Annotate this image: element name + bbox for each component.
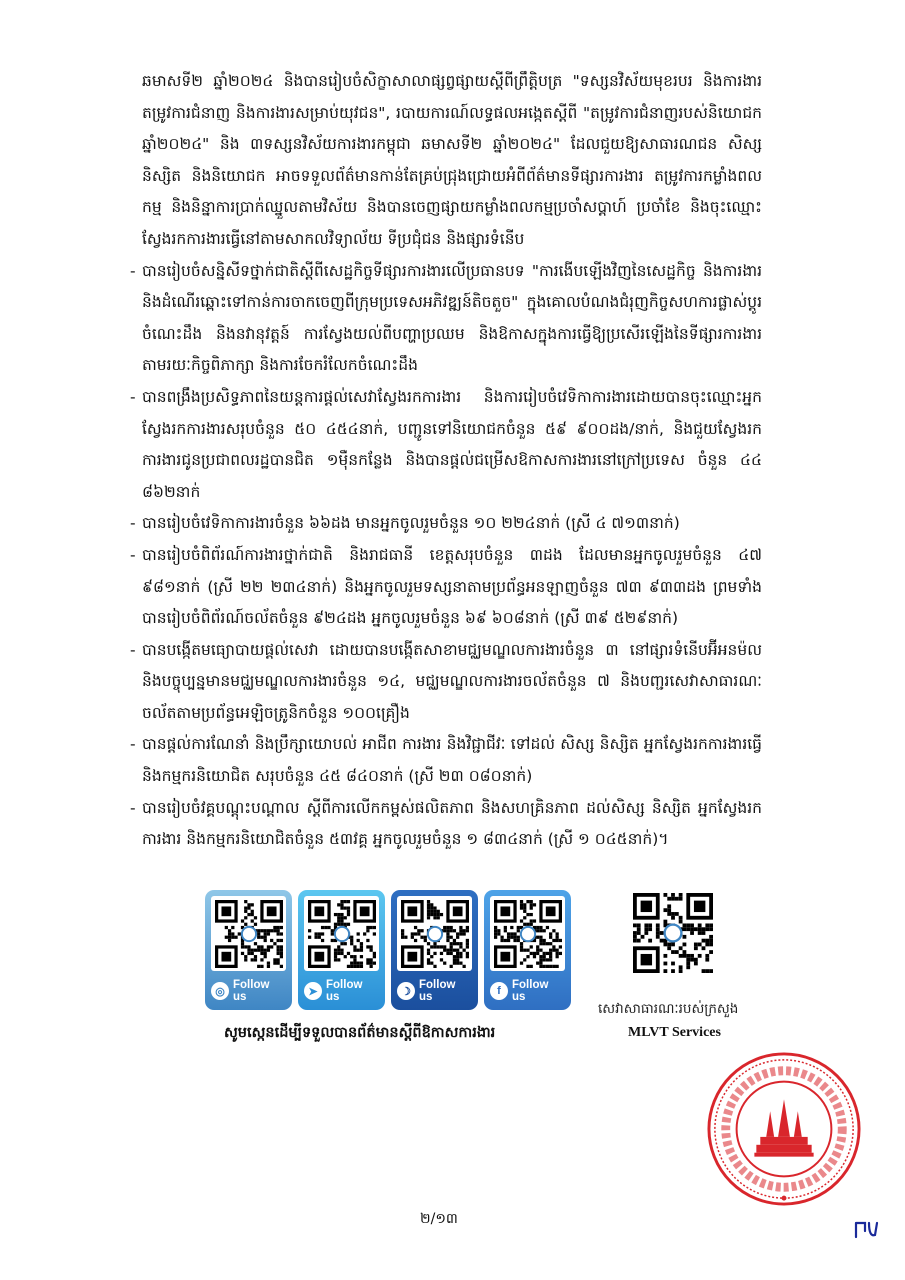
list-item: - បានផ្ដល់ការណែនាំ និងប្រឹក្សាយោបល់ អាជីព ការងារ និងវិជ្ជាជីវៈ ទៅដល់ សិស្ស និស្សិត អ្នកស្វែងរកការងារធ្វើ និងកម្មករនិយោជិត សរុបចំនួន ៤៥ ៨៤០នាក់ (ស្រី ២៣ ០៨០នាក់) (130, 729, 762, 792)
mlvt-services-qr-icon[interactable] (633, 893, 713, 973)
website-qr-card[interactable] (205, 890, 292, 1010)
facebook-qr-card[interactable] (484, 890, 571, 1010)
list-item: - បានរៀបចំពិព័រណ៍ការងារថ្នាក់ជាតិ និងរាជធានី ខេត្តសរុបចំនួន ៣ដង ដែលមានអ្នកចូលរួមចំនួន ៤៧ ៩៨១នាក់ (ស្រី ២២ ២៣៤នាក់) និងអ្នកចូលរួមទស្សនាតាមប្រព័ន្ធអនឡាញចំនួន ៧៣ ៩៣៣ដង ព្រមទាំងបានរៀបចំពិព័រណ៍ចល័តចំនួន ៩២៤ដង អ្នកចូលរួមចំនួន ៦៩ ៦០៨នាក់ (ស្រី ៣៩ ៥២៩នាក់) (130, 540, 762, 635)
telegram-qr-card[interactable] (298, 890, 385, 1010)
list-item: - បានរៀបចំវគ្គបណ្ដុះបណ្ដាល ស្ដីពីការលើកកម្ពស់ផលិតភាព និងសហគ្រិនភាព ដល់សិស្ស និស្សិត អ្នកស្វែងរកការងារ និងកម្មករនិយោជិតចំនួន ៥៣វគ្គ អ្នកចូលរួមចំនួន ១ ៨៣៤នាក់ (ស្រី ១ ០៤៥នាក់)។ (130, 793, 762, 856)
follow-us-label: Follow us (419, 979, 456, 1003)
document-body (142, 66, 762, 856)
follow-us-label: Follow us (326, 979, 363, 1003)
ministry-seal-icon (705, 1050, 863, 1208)
telegram-icon: ➤ (304, 982, 322, 1000)
qr-code-icon (490, 896, 565, 971)
list-item: - បានរៀបចំវេទិកាការងារចំនួន ៦៦ដង មានអ្នកចូលរួមចំនួន ១០ ២២៤នាក់ (ស្រី ៤ ៧១៣នាក់) (130, 508, 762, 540)
messenger-qr-card[interactable] (391, 890, 478, 1010)
qr-code-icon (397, 896, 472, 971)
qr-code-icon (211, 896, 286, 971)
scan-caption: សូមស្កេនដើម្បីទទួលបានព័ត៌មានស្ដីពីឱកាសការងារ (224, 1025, 496, 1041)
list-item: - បានពង្រឹងប្រសិទ្ធភាពនៃយន្តការផ្ដល់សេវាស្វែងរកការងារ និងការរៀបចំវេទិកាការងារដោយបានចុះឈ្មោះអ្នកស្វែងរកការងារសរុបចំនួន ៥០ ៤៥៤នាក់, បញ្ជូនទៅនិយោជកចំនួន ៥៩ ៩០០ដង/នាក់, និងជួយស្វែងរកការងារជូនប្រជាពលរដ្ឋបានជិត ១ម៉ឺនកន្លែង និងបានផ្ដល់ជម្រើសឱកាសការងារនៅក្រៅប្រទេស ចំនួន ៤៤ ៨៦២នាក់ (130, 382, 762, 508)
facebook-icon: f (490, 982, 508, 1000)
list-item: - បានរៀបចំសន្និសីទថ្នាក់ជាតិស្ដីពីសេដ្ឋកិច្ចទីផ្សារការងារលើប្រធានបទ "ការងើបឡើងវិញនៃសេដ្ឋកិច្ច និងការងារ និងដំណើរឆ្ពោះទៅកាន់ការចាកចេញពីក្រុមប្រទេសអភិវឌ្ឍន៍តិចតួច" ក្នុងគោលបំណងជំរុញកិច្ចសហការផ្លាស់ប្ដូរចំណេះដឹង និងនវានុវត្តន៍ ការស្វែងយល់ពីបញ្ហាប្រឈម និងឱកាសក្នុងការធ្វើឱ្យប្រសើរឡើងនៃទីផ្សារការងារតាមរយៈកិច្ចពិភាក្សា និងការចែករំលែកចំណេះដឹង (130, 256, 762, 382)
follow-us-label: Follow us (233, 979, 270, 1003)
signature-initials-icon (853, 1217, 879, 1241)
qr-code-icon (304, 896, 379, 971)
services-name: MLVT Services (628, 1025, 721, 1040)
achievement-list (142, 256, 762, 856)
services-label: សេវាសាធារណៈរបស់ក្រសួង (598, 1001, 739, 1017)
list-item: - បានបង្កើតមធ្យោបាយផ្ដល់សេវា ដោយបានបង្កើតសាខាមជ្ឈមណ្ឌលការងារចំនួន ៣ នៅផ្សារទំនើបអ៊ីអនម៉ល និងបច្ចុប្បន្នមានមជ្ឈមណ្ឌលការងារចំនួន ១៤, មជ្ឈមណ្ឌលការងារចល័តចំនួន ៧ និងបញ្ជរសេវាសាធារណៈចល័តតាមប្រព័ន្ធអេឡិចត្រូនិកចំនួន ១០០គ្រឿង (130, 635, 762, 730)
messenger-icon: ☽ (397, 982, 415, 1000)
globe-icon: ◎ (211, 982, 229, 1000)
intro-paragraph: ឆមាសទី២ ឆ្នាំ២០២៤ និងបានរៀបចំសិក្ខាសាលាផ្សព្វផ្សាយស្ដីពីព្រឹត្តិបត្រ "ទស្សនវិស័យមុខរបរ និងការងារ តម្រូវការជំនាញ និងការងារសម្រាប់យុវជន", របាយការណ៍លទ្ធផលអង្កេតស្ដីពី "តម្រូវការជំនាញរបស់និយោជក ឆ្នាំ២០២៤" និង ៣ទស្សនវិស័យការងារកម្ពុជា ឆមាសទី២ ឆ្នាំ២០២៤" ដែលជួយឱ្យសាធារណជន សិស្ស និស្សិត និងនិយោជក អាចទទួលព័ត៌មានកាន់តែគ្រប់ជ្រុងជ្រោយអំពីព័ត៌មានទីផ្សារការងារ តម្រូវការកម្លាំងពលកម្ម និងនិន្នាការប្រាក់ឈ្នួលតាមវិស័យ និងបានចេញផ្សាយកម្លាំងពលកម្មប្រចាំសប្ដាហ៍ ប្រចាំខែ និងចុះឈ្មោះស្វែងរកការងារធ្វើនៅតាមសាកលវិទ្យាល័យ ទីប្រជុំជន និងផ្សារទំនើប (142, 72, 762, 248)
page-number: ២/១៣ (420, 1211, 458, 1227)
follow-us-label: Follow us (512, 979, 549, 1003)
